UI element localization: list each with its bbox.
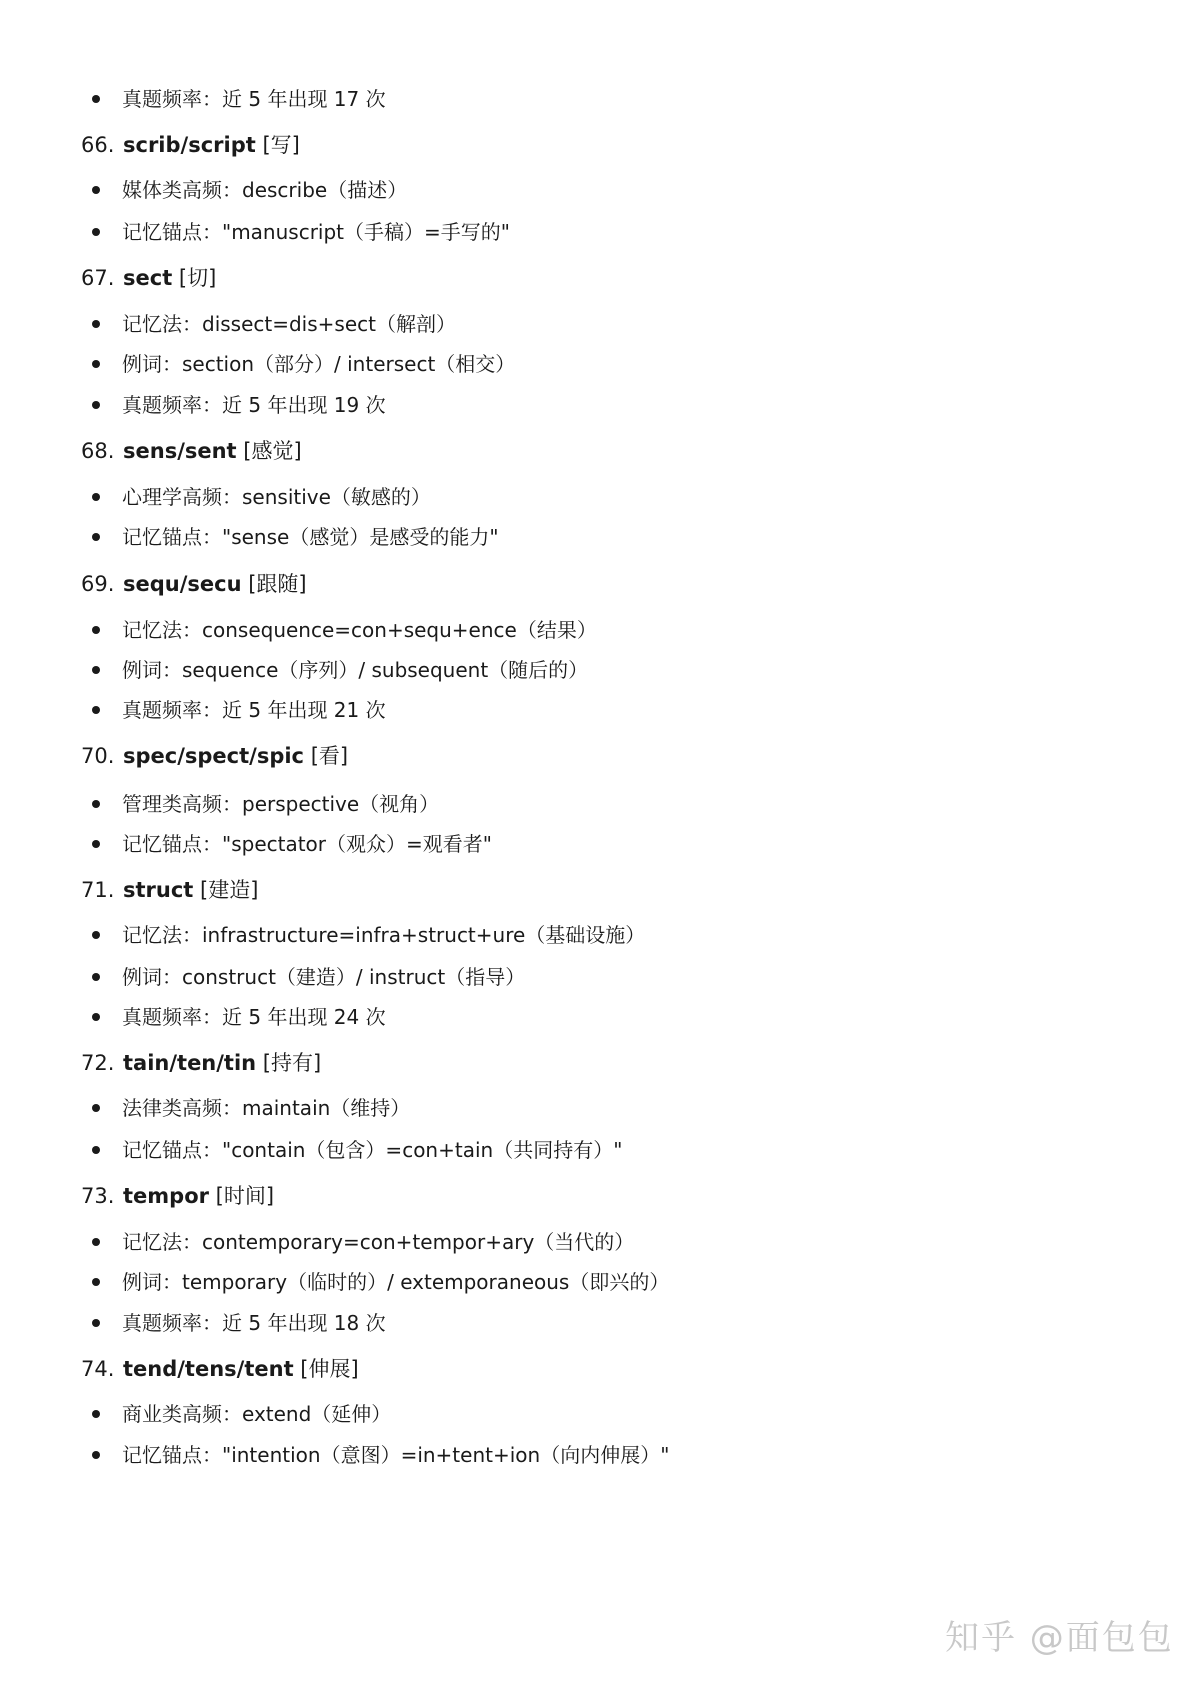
- bullet-icon: [92, 95, 100, 103]
- word-root: tempor: [123, 1184, 209, 1208]
- bullet-icon: [92, 1451, 100, 1459]
- bullet-icon: [92, 800, 100, 808]
- bullet-icon: [92, 1013, 100, 1021]
- root-heading: [81, 1182, 274, 1210]
- bullet-icon: [92, 1278, 100, 1286]
- bullet-icon: [92, 973, 100, 981]
- root-heading: [81, 1049, 321, 1077]
- bullet-icon: [92, 840, 100, 848]
- list-item-text: 记忆锚点："intention（意图）=in+tent+ion（向内伸展）": [122, 1443, 670, 1467]
- list-item-text: 心理学高频：sensitive（敏感的）: [122, 485, 431, 509]
- list-item-text: 商业类高频：extend（延伸）: [122, 1402, 392, 1426]
- list-item-text: 例词：sequence（序列）/ subsequent（随后的）: [122, 658, 589, 682]
- bullet-icon: [92, 360, 100, 368]
- bullet-icon: [92, 493, 100, 501]
- word-root: tend/tens/tent: [123, 1357, 294, 1381]
- bullet-icon: [92, 228, 100, 236]
- heading-number: 68.: [81, 439, 115, 463]
- heading-number: 66.: [81, 133, 115, 157]
- heading-number: 71.: [81, 878, 115, 902]
- bullet-icon: [92, 666, 100, 674]
- root-meaning: [持有]: [256, 1051, 322, 1075]
- root-meaning: [建造]: [193, 878, 259, 902]
- word-root: sens/sent: [123, 439, 237, 463]
- list-item-text: 媒体类高频：describe（描述）: [122, 178, 408, 202]
- word-root: sequ/secu: [123, 572, 242, 596]
- root-heading: [81, 131, 300, 159]
- root-heading: [81, 876, 258, 904]
- root-meaning: [切]: [172, 266, 217, 290]
- list-item-text: 记忆锚点："contain（包含）=con+tain（共同持有）": [122, 1138, 623, 1162]
- list-item-text: 管理类高频：perspective（视角）: [122, 792, 440, 816]
- list-item-text: 真题频率：近 5 年出现 21 次: [122, 698, 386, 722]
- list-item-text: 记忆法：contemporary=con+tempor+ary（当代的）: [122, 1230, 635, 1254]
- zhihu-watermark: 知乎 @面包包: [945, 1618, 1174, 1658]
- root-meaning: [感觉]: [236, 439, 302, 463]
- list-item-text: 记忆锚点："spectator（观众）=观看者": [122, 832, 492, 856]
- bullet-icon: [92, 401, 100, 409]
- bullet-icon: [92, 1104, 100, 1112]
- list-item-text: 记忆锚点："sense（感觉）是感受的能力": [122, 525, 499, 549]
- bullet-icon: [92, 320, 100, 328]
- list-item-text: 记忆锚点："manuscript（手稿）=手写的": [122, 220, 510, 244]
- bullet-icon: [92, 1319, 100, 1327]
- root-heading: [81, 437, 302, 465]
- root-meaning: [伸展]: [293, 1357, 359, 1381]
- list-item-text: 记忆法：consequence=con+sequ+ence（结果）: [122, 618, 597, 642]
- heading-number: 70.: [81, 744, 115, 768]
- list-item-text: 例词：construct（建造）/ instruct（指导）: [122, 965, 526, 989]
- root-meaning: [写]: [255, 133, 300, 157]
- root-meaning: [看]: [304, 744, 349, 768]
- root-heading: [81, 1355, 359, 1383]
- bullet-icon: [92, 626, 100, 634]
- heading-number: 72.: [81, 1051, 115, 1075]
- heading-number: 73.: [81, 1184, 115, 1208]
- word-root: spec/spect/spic: [123, 744, 305, 768]
- word-root: scrib/script: [123, 133, 256, 157]
- root-meaning: [跟随]: [241, 572, 307, 596]
- list-item-text: 真题频率：近 5 年出现 17 次: [122, 87, 386, 111]
- word-root: tain/ten/tin: [123, 1051, 257, 1075]
- bullet-icon: [92, 1146, 100, 1154]
- bullet-icon: [92, 1410, 100, 1418]
- root-heading: [81, 264, 216, 292]
- root-meaning: [时间]: [208, 1184, 275, 1208]
- bullet-icon: [92, 186, 100, 194]
- list-item-text: 例词：section（部分）/ intersect（相交）: [122, 352, 516, 376]
- list-item-text: 真题频率：近 5 年出现 24 次: [122, 1005, 386, 1029]
- heading-number: 74.: [81, 1357, 115, 1381]
- list-item-text: 真题频率：近 5 年出现 18 次: [122, 1311, 386, 1335]
- list-item-text: 法律类高频：maintain（维持）: [122, 1096, 411, 1120]
- bullet-icon: [92, 706, 100, 714]
- list-item-text: 例词：temporary（临时的）/ extemporaneous（即兴的）: [122, 1270, 670, 1294]
- bullet-icon: [92, 931, 100, 939]
- word-root: struct: [123, 878, 194, 902]
- bullet-icon: [92, 1238, 100, 1246]
- heading-number: 67.: [81, 266, 115, 290]
- root-heading: [81, 570, 307, 598]
- heading-number: 69.: [81, 572, 115, 596]
- list-item-text: 记忆法：dissect=dis+sect（解剖）: [122, 312, 456, 336]
- list-item-text: 记忆法：infrastructure=infra+struct+ure（基础设施）: [122, 923, 646, 947]
- root-heading: [81, 742, 348, 770]
- list-item-text: 真题频率：近 5 年出现 19 次: [122, 393, 386, 417]
- word-root: sect: [123, 266, 173, 290]
- bullet-icon: [92, 533, 100, 541]
